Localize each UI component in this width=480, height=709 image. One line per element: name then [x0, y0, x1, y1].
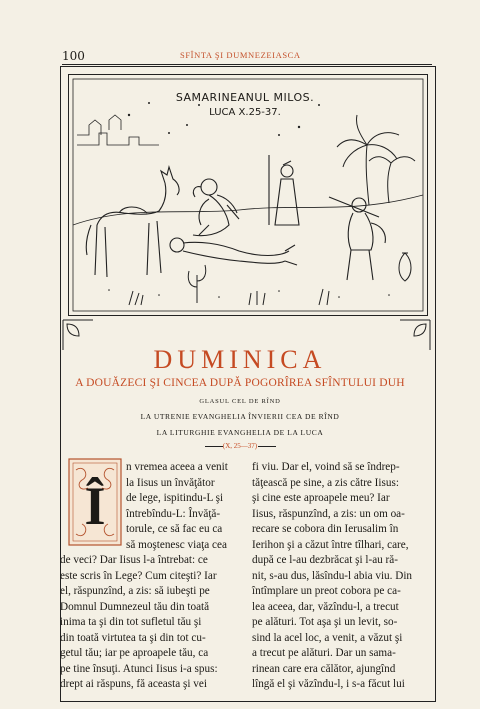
- illustration-drawing: [69, 75, 427, 315]
- right-line: nit, s-au dus, lăsîndu-l abia viu. Din: [252, 569, 413, 582]
- left-line: de veci? Dar Iisus l-a întrebat: ce: [60, 554, 208, 566]
- running-header: [62, 49, 427, 63]
- right-line: tăţească pe sine, a zis către Iisus:: [252, 476, 399, 489]
- levite-figure: [329, 197, 385, 280]
- right-column: [252, 460, 432, 693]
- left-line: să moştenesc viaţa cea: [126, 538, 227, 551]
- left-line: el, răspunzînd, a zis: să iubeşti pe: [60, 585, 210, 597]
- good-samaritan-illustration: [68, 74, 428, 316]
- header-rule: [62, 64, 432, 65]
- glas-line: GLASUL CEL DE RÎND: [199, 398, 281, 405]
- left-column: [60, 460, 248, 693]
- foreground-plants: [129, 265, 329, 305]
- right-line: Ierihon şi a căzut între tîlhari, care,: [252, 538, 409, 551]
- right-line: rinean care era călător, ajungînd: [252, 662, 396, 675]
- gospel-reference: (X, 25—37): [222, 442, 258, 450]
- city-silhouette: [77, 115, 159, 145]
- left-line: inima ta şi din tot sufletul tău şi: [60, 616, 202, 628]
- left-line: din toată virtutea ta şi din tot cu-: [60, 631, 206, 644]
- ground-texture: [108, 289, 390, 298]
- right-line: întîmplare un preot cobora pe ca-: [252, 585, 401, 597]
- left-line: Domnul Dumnezeul tău din toată: [60, 600, 210, 613]
- liturghie-line: LA LITURGHIE EVANGHELIA DE LA LUCA: [156, 428, 324, 437]
- left-line: este scris în Lege? Cum citeşti? Iar: [60, 569, 217, 582]
- right-line: lea aceea, dar, văzîndu-l, a trecut: [252, 600, 399, 613]
- illustration-reference: LUCA X.25-37.: [209, 107, 281, 118]
- drop-cap-letter: Î: [84, 476, 106, 536]
- left-line: torule, ce să fac eu ca: [126, 523, 223, 535]
- right-line: şi cine este aproapele meu? Iar: [252, 492, 390, 504]
- reference-rule-left: [205, 446, 223, 447]
- samaritan-figure: [193, 179, 239, 236]
- left-line: întrebîndu-L: Învăţă-: [126, 507, 221, 520]
- section-subtitle: A DOUĂZECI ŞI CINCEA DUPĂ POGORÎREA SFÎNTULUI DUH: [75, 377, 405, 389]
- donkey-figure: [86, 167, 179, 277]
- hills-line: [73, 195, 423, 225]
- wounded-man-figure: [170, 225, 297, 265]
- left-line: drept ai răspuns, fă aceasta şi vei: [60, 678, 207, 690]
- section-title: DUMINICA: [153, 345, 327, 374]
- right-line: recare se cobora din Ierusalim în: [252, 523, 399, 535]
- right-line: fi viu. Dar el, voind să se îndrep-: [252, 461, 400, 473]
- right-line: pe alături. Tot aşa şi un levit, so-: [252, 616, 398, 628]
- page-number: 100: [62, 49, 85, 63]
- right-line: sind la acel loc, a venit, a văzut şi: [252, 631, 403, 644]
- right-line: a trecut pe alături. Dar un sama-: [252, 647, 396, 659]
- right-line: Iisus, răspunzînd, a zis: un om oa-: [252, 507, 405, 520]
- priest-figure: [269, 155, 299, 225]
- left-line: pe tine însuţi. Atunci Iisus i-a spus:: [60, 662, 218, 675]
- utrenie-line: LA UTRENIE EVANGHELIA ÎNVIERII CEA DE RÎND: [140, 412, 340, 421]
- right-line: după ce l-au dezbrăcat şi l-au ră-: [252, 554, 398, 566]
- running-title: SFÎNTA ŞI DUMNEZEIASCA: [180, 50, 301, 60]
- left-line: la Iisus un învăţător: [126, 476, 215, 489]
- illustration-title: SAMARINEANUL MILOS.: [175, 91, 315, 104]
- left-line: getul tău; iar pe aproapele tău, ca: [60, 647, 209, 659]
- left-line: de lege, ispitindu-L şi: [126, 492, 224, 504]
- right-line: lîngă el şi văzîndu-l, i s-a făcut lui: [252, 678, 405, 690]
- reference-rule-right: [258, 446, 276, 447]
- left-line: n vremea aceea a venit: [126, 461, 228, 473]
- jug-figure: [399, 253, 411, 281]
- palm-trees: [337, 115, 415, 205]
